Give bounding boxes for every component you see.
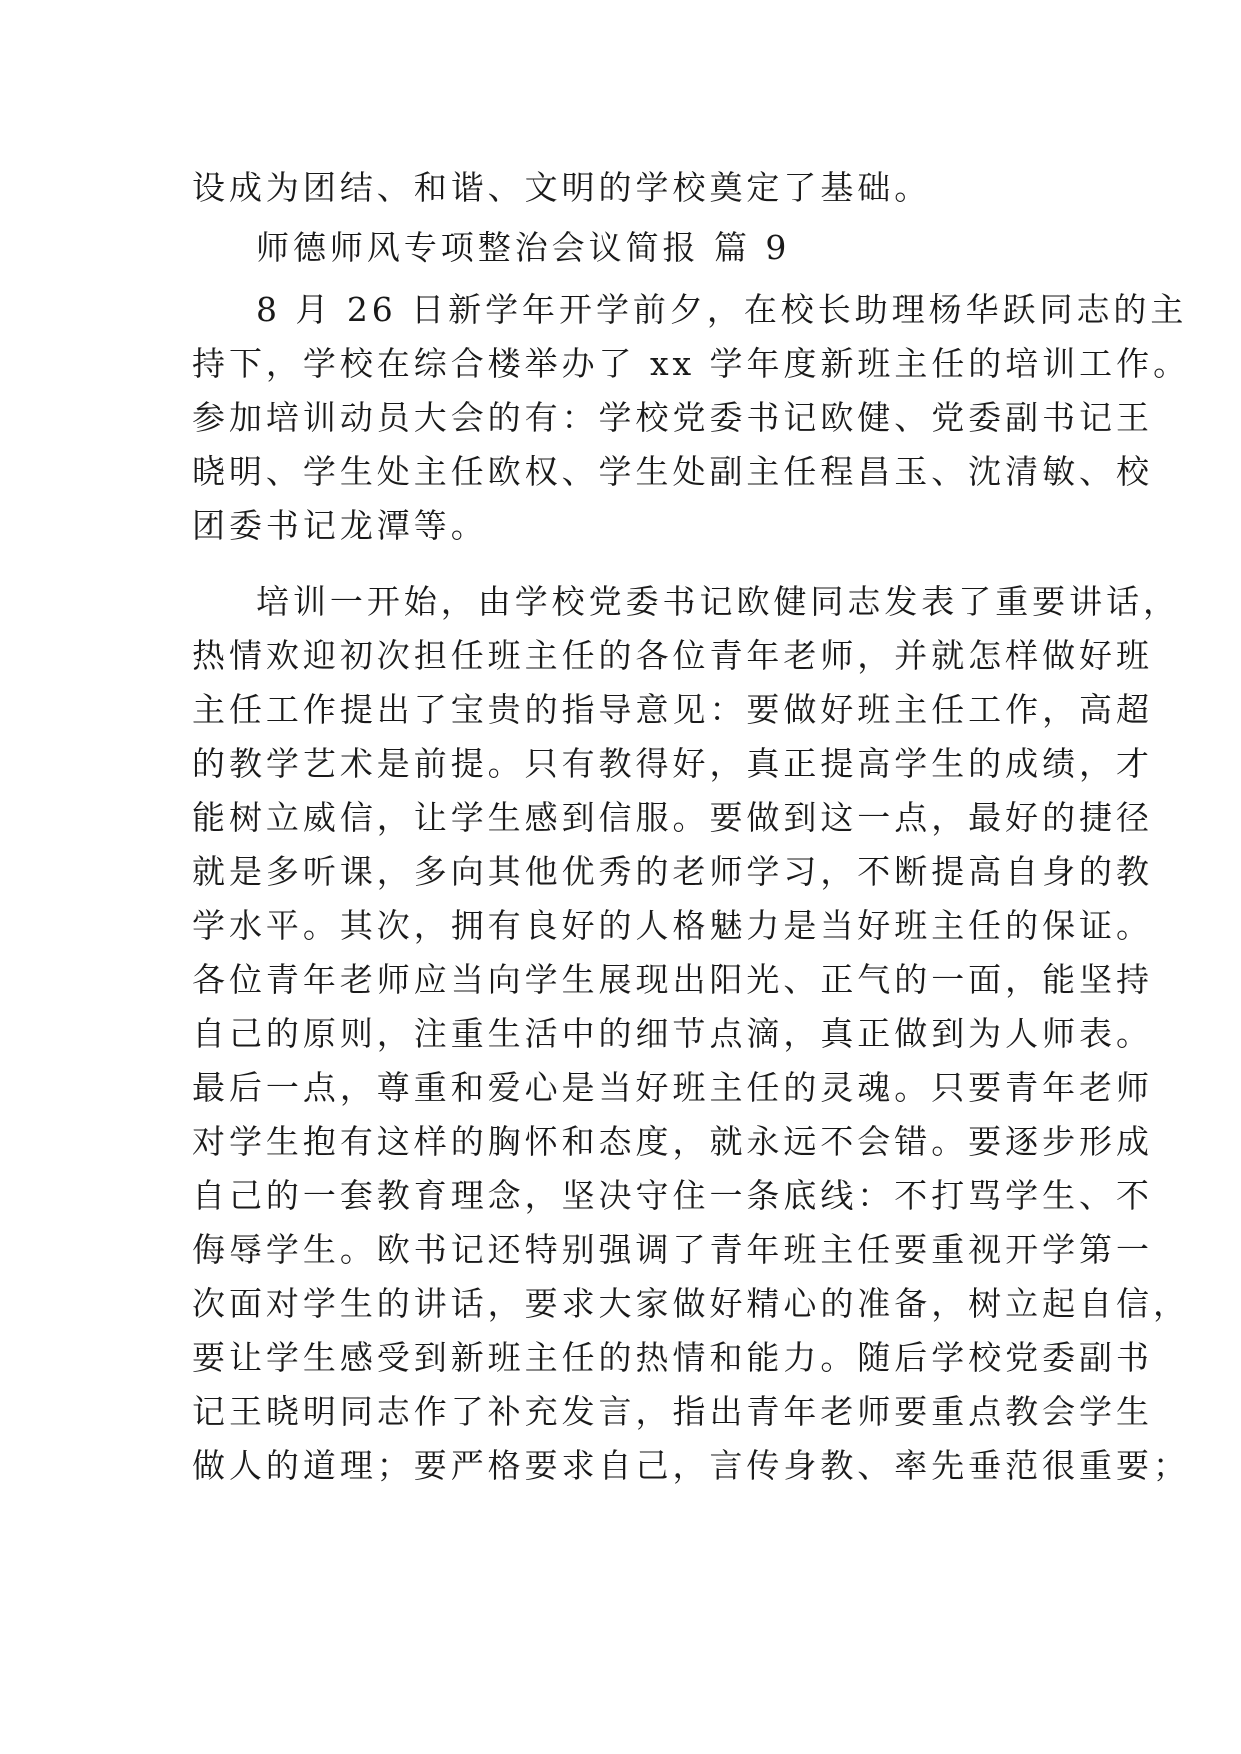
text-line: 各位青年老师应当向学生展现出阳光、正气的一面，能坚持: [192, 960, 1153, 999]
text-line: 团委书记龙潭等。: [192, 506, 488, 545]
text-line: 学水平。其次，拥有良好的人格魅力是当好班主任的保证。: [192, 906, 1153, 945]
text-line: 最后一点，尊重和爱心是当好班主任的灵魂。只要青年老师: [192, 1068, 1153, 1107]
text-line: 自己的原则，注重生活中的细节点滴，真正做到为人师表。: [192, 1014, 1153, 1053]
text-line: 参加培训动员大会的有：学校党委书记欧健、党委副书记王: [192, 398, 1153, 437]
text-line: 次面对学生的讲话，要求大家做好精心的准备，树立起自信，: [192, 1284, 1190, 1323]
text-line: 主任工作提出了宝贵的指导意见：要做好班主任工作，高超: [192, 690, 1153, 729]
text-line: 的教学艺术是前提。只有教得好，真正提高学生的成绩，才: [192, 744, 1153, 783]
text-line: 8 月 26 日新学年开学前夕，在校长助理杨华跃同志的主: [256, 290, 1188, 329]
text-line: 持下，学校在综合楼举办了 xx 学年度新班主任的培训工作。: [192, 344, 1191, 383]
text-line: 晓明、学生处主任欧权、学生处副主任程昌玉、沈清敏、校: [192, 452, 1153, 491]
text-line: 热情欢迎初次担任班主任的各位青年老师，并就怎样做好班: [192, 636, 1153, 675]
text-line: 对学生抱有这样的胸怀和态度，就永远不会错。要逐步形成: [192, 1122, 1153, 1161]
text-line: 就是多听课，多向其他优秀的老师学习，不断提高自身的教: [192, 852, 1153, 891]
text-line: 记王晓明同志作了补充发言，指出青年老师要重点教会学生: [192, 1392, 1153, 1431]
section-heading: 师德师风专项整治会议简报 篇 9: [256, 228, 791, 267]
text-line: 自己的一套教育理念，坚决守住一条底线：不打骂学生、不: [192, 1176, 1153, 1215]
text-line: 能树立威信，让学生感到信服。要做到这一点，最好的捷径: [192, 798, 1153, 837]
text-line: 设成为团结、和谐、文明的学校奠定了基础。: [192, 168, 932, 207]
text-line: 做人的道理；要严格要求自己，言传身教、率先垂范很重要；: [192, 1446, 1190, 1485]
text-line: 要让学生感受到新班主任的热情和能力。随后学校党委副书: [192, 1338, 1153, 1377]
text-line: 侮辱学生。欧书记还特别强调了青年班主任要重视开学第一: [192, 1230, 1153, 1269]
text-line: 培训一开始，由学校党委书记欧健同志发表了重要讲话，: [256, 582, 1180, 621]
